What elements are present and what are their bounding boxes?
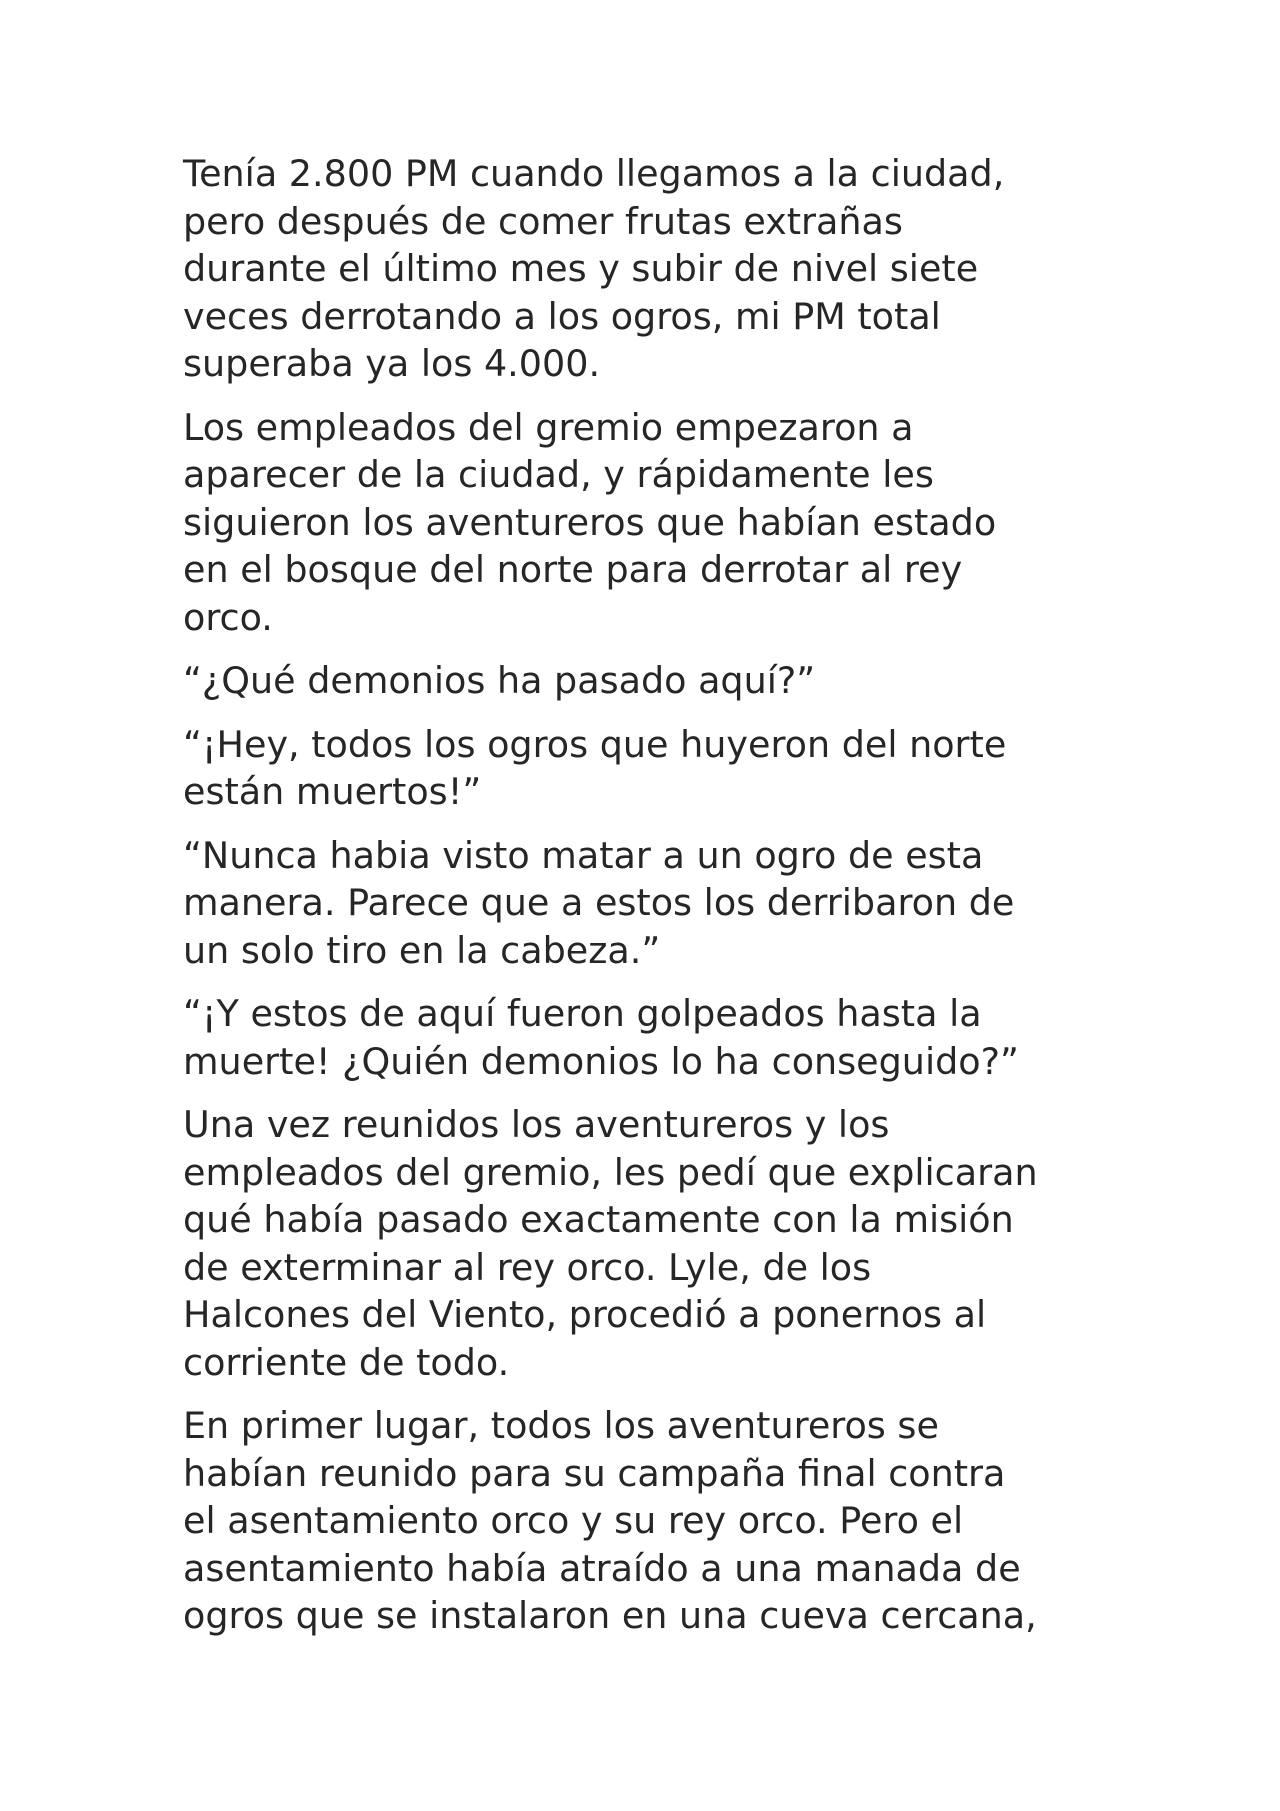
- text-line: durante el último mes y subir de nivel siete: [183, 247, 979, 290]
- text-line: En primer lugar, todos los aventureros se: [183, 1404, 939, 1447]
- text-line: “¿Qué demonios ha pasado aquí?”: [183, 659, 816, 702]
- text-line: Halcones del Viento, procedió a ponernos al: [183, 1293, 987, 1336]
- text-line: pero después de comer frutas extrañas: [183, 199, 903, 243]
- text-line: en el bosque del norte para derrotar al rey: [183, 548, 963, 591]
- document-page: [183, 150, 1123, 1656]
- text-line: muerte! ¿Quién demonios lo ha conseguido?”: [183, 1039, 1019, 1083]
- text-line: Una vez reunidos los aventureros y los: [183, 1103, 890, 1146]
- text-line: veces derrotando a los ogros, mi PM total: [183, 294, 941, 338]
- paragraph-3: [183, 1101, 1123, 1386]
- text-line: superaba ya los 4.000.: [183, 342, 601, 385]
- text-line: “¡Y estos de aquí fueron golpeados hasta la: [183, 992, 982, 1035]
- text-line: aparecer de la ciudad, y rápidamente les: [183, 453, 934, 496]
- text-line: corriente de todo.: [183, 1340, 510, 1384]
- dialogue-3: [183, 832, 1123, 975]
- text-line: Tenía 2.800 PM cuando llegamos a la ciudad,: [183, 152, 1005, 195]
- text-line: un solo tiro en la cabeza.”: [183, 928, 661, 972]
- text-line: el asentamiento orco y su rey orco. Pero el: [183, 1499, 964, 1542]
- dialogue-2: [183, 721, 1123, 816]
- text-line: ogros que se instalaron en una cueva cercana,: [183, 1594, 1037, 1637]
- text-line: asentamiento había atraído a una manada de: [183, 1546, 1021, 1590]
- dialogue-1: [183, 657, 1123, 705]
- text-line: “Nunca habia visto matar a un ogro de esta: [183, 833, 984, 877]
- text-line: manera. Parece que a estos los derribaron de: [183, 881, 1015, 924]
- text-line: habían reunido para su campaña final contra: [183, 1451, 1006, 1495]
- text-line: están muertos!”: [183, 770, 482, 813]
- text-line: “¡Hey, todos los ogros que huyeron del norte: [183, 722, 1007, 766]
- paragraph-2: [183, 404, 1123, 642]
- text-line: de exterminar al rey orco. Lyle, de los: [183, 1245, 872, 1289]
- text-line: Los empleados del gremio empezaron a: [183, 405, 914, 449]
- text-line: orco.: [183, 595, 273, 639]
- dialogue-4: [183, 990, 1123, 1085]
- text-line: qué había pasado exactamente con la misión: [183, 1198, 1014, 1241]
- text-line: empleados del gremio, les pedí que explicaran: [183, 1150, 1038, 1194]
- text-line: siguieron los aventureros que habían estado: [183, 500, 997, 544]
- paragraph-4: [183, 1402, 1123, 1640]
- paragraph-1: [183, 150, 1123, 388]
